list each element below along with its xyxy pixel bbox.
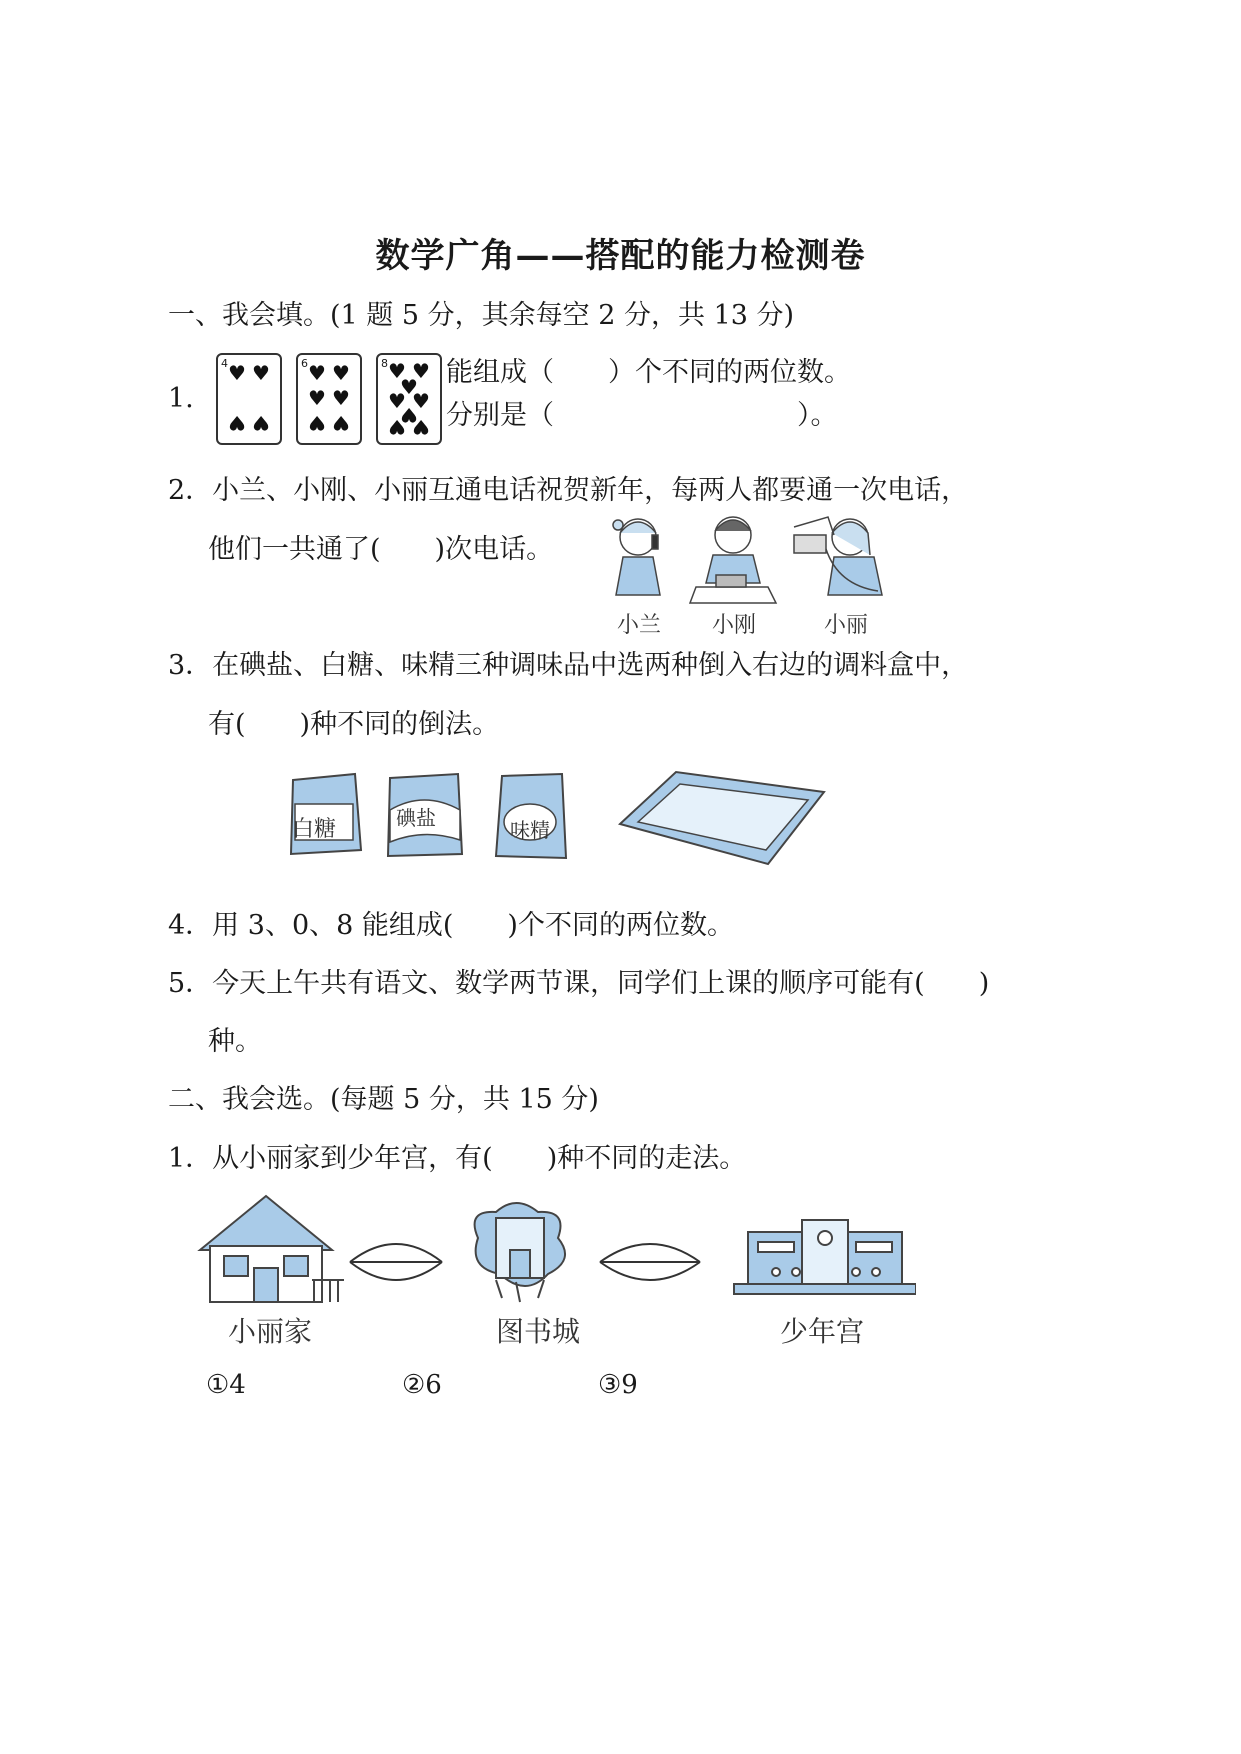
s2-q1-line1: 1．从小丽家到少年宫，有( )种不同的走法。 (168, 1143, 747, 1174)
route-map-illustration (196, 1190, 916, 1310)
place-childrens-palace: 少年宫 (780, 1315, 865, 1348)
girl-xiaolan (613, 519, 660, 595)
q5-line2: 种。 (208, 1026, 262, 1057)
playing-card-4: 4 ♥ ♥ ♥ ♥ (216, 353, 282, 445)
q3-line2: 有( )种不同的倒法。 (208, 709, 500, 740)
option-2: ②6 (402, 1370, 442, 1400)
caption-xiaogang: 小刚 (712, 613, 757, 638)
route-paths-2 (600, 1244, 700, 1280)
caption-xiaolan: 小兰 (617, 613, 662, 638)
boy-xiaogang (690, 517, 776, 603)
option-3: ③9 (598, 1370, 638, 1400)
q3-line1: 3．在碘盐、白糖、味精三种调味品中选两种倒入右边的调料盒中， (168, 650, 969, 681)
girl-xiaoli (794, 517, 882, 595)
q2-line2: 他们一共通了( )次电话。 (208, 534, 554, 565)
sugar-bag-label: 白糖 (292, 817, 337, 842)
q4-line1: 4．用 3、0、8 能组成( )个不同的两位数。 (168, 910, 734, 941)
playing-card-8: 8 ♥ ♥ ♥ ♥ ♥ ♥ ♥ ♥ (376, 353, 442, 445)
salt-bag-label: 碘盐 (396, 806, 436, 830)
section1-heading: 一、我会填。(1 题 5 分，其余每空 2 分，共 13 分) (168, 300, 795, 331)
q1-line2: 分别是（ ）。 (446, 400, 838, 431)
book-city-icon (475, 1203, 565, 1302)
section2-heading: 二、我会选。(每题 5 分，共 15 分) (168, 1084, 599, 1115)
q1-number: 1. (168, 383, 194, 414)
childrens-palace-icon (734, 1220, 916, 1294)
route-paths-1 (350, 1244, 442, 1280)
q1-line1: 能组成（ ）个不同的两位数。 (446, 357, 851, 388)
page-title: 数学广角——搭配的能力检测卷 (375, 236, 866, 276)
seasoning-box-icon (618, 766, 828, 870)
place-xiaoli-home: 小丽家 (228, 1315, 313, 1348)
house-icon (200, 1196, 344, 1302)
q2-line1: 2．小兰、小刚、小丽互通电话祝贺新年，每两人都要通一次电话， (168, 475, 969, 506)
place-book-city: 图书城 (496, 1315, 581, 1348)
phone-kids-illustration (598, 505, 898, 610)
playing-card-6: 6 ♥ ♥ ♥ ♥ ♥ ♥ (296, 353, 362, 445)
caption-xiaoli: 小丽 (824, 613, 869, 638)
option-1: ①4 (206, 1370, 246, 1400)
q5-line1: 5．今天上午共有语文、数学两节课，同学们上课的顺序可能有( ) (168, 968, 990, 999)
msg-bag-label: 味精 (510, 818, 550, 842)
